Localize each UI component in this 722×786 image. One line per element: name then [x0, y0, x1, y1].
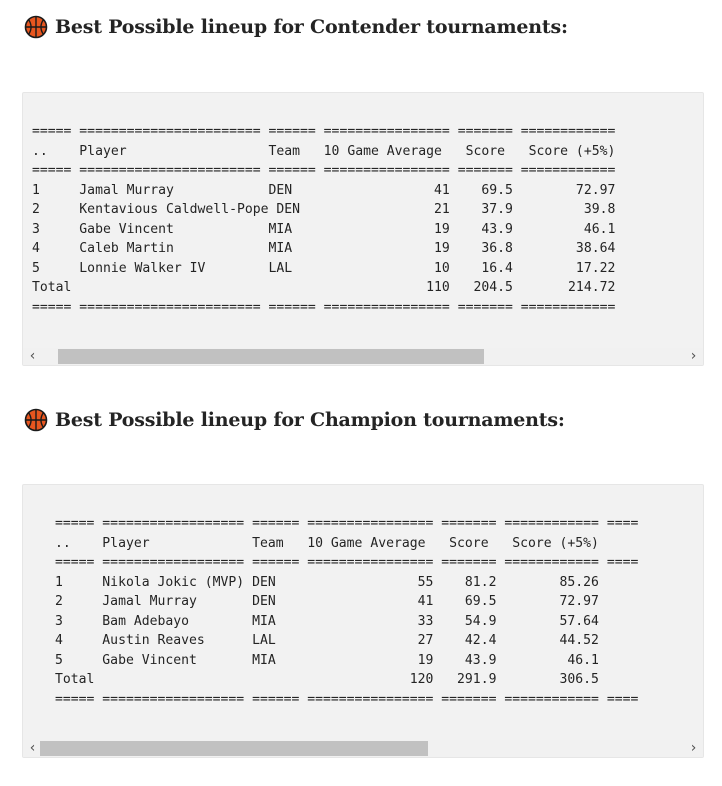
code-block-contender	[22, 92, 704, 366]
basketball-icon	[24, 15, 48, 39]
table-line: ===== ======================= ====== ================ ======= ============	[32, 124, 616, 139]
scroll-left-icon[interactable]: ‹	[29, 348, 36, 364]
table-row: 5 Lonnie Walker IV LAL 10 16.4 17.22	[32, 260, 616, 276]
horizontal-scrollbar[interactable]	[23, 348, 703, 365]
section-heading-champion	[24, 407, 565, 433]
section-heading-contender	[24, 14, 568, 40]
table-line: ===== ================== ====== ================ ======= ============ ====	[55, 555, 639, 570]
table-total-row: Total 120 291.9 306.5	[55, 672, 599, 687]
table-row: 1 Jamal Murray DEN 41 69.5 72.97	[32, 182, 616, 198]
scrollbar-thumb[interactable]	[40, 741, 428, 756]
code-scroll-area[interactable]	[23, 485, 703, 740]
table-line: ===== ======================= ====== ================ ======= ============	[32, 163, 616, 178]
lineup-table	[32, 122, 615, 317]
table-row: 4 Austin Reaves LAL 27 42.4 44.52	[55, 633, 599, 648]
table-row: 2 Jamal Murray DEN 41 69.5 72.97	[55, 594, 599, 609]
table-header-line: .. Player Team 10 Game Average Score Score (+5%)	[55, 535, 599, 551]
table-line: ===== ================== ====== ================ ======= ============ ====	[55, 516, 639, 531]
table-row: 1 Nikola Jokic (MVP) DEN 55 81.2 85.26	[55, 574, 599, 590]
section-title: Best Possible lineup for Champion tournaments:	[55, 409, 565, 431]
table-row: 5 Gabe Vincent MIA 19 43.9 46.1	[55, 652, 599, 668]
code-block-champion	[22, 484, 704, 758]
table-total-row: Total 110 204.5 214.72	[32, 280, 616, 295]
section-title: Best Possible lineup for Contender tournaments:	[55, 16, 568, 38]
table-row: 4 Caleb Martin MIA 19 36.8 38.64	[32, 241, 616, 256]
scroll-left-icon[interactable]: ‹	[29, 740, 36, 756]
table-row: 2 Kentavious Caldwell-Pope DEN 21 37.9 39.8	[32, 202, 616, 217]
lineup-table	[55, 514, 638, 709]
table-header-line: .. Player Team 10 Game Average Score Score (+5%)	[32, 143, 616, 159]
scroll-right-icon[interactable]: ›	[690, 740, 697, 756]
code-scroll-area[interactable]	[23, 93, 703, 348]
table-row: 3 Gabe Vincent MIA 19 43.9 46.1	[32, 221, 616, 237]
basketball-icon	[24, 408, 48, 432]
horizontal-scrollbar[interactable]	[23, 740, 703, 757]
table-row: 3 Bam Adebayo MIA 33 54.9 57.64	[55, 613, 599, 629]
table-line: ===== ================== ====== ================ ======= ============ ====	[55, 691, 639, 707]
scroll-right-icon[interactable]: ›	[690, 348, 697, 364]
scrollbar-thumb[interactable]	[58, 349, 484, 364]
table-line: ===== ======================= ====== ================ ======= ============	[32, 299, 616, 315]
